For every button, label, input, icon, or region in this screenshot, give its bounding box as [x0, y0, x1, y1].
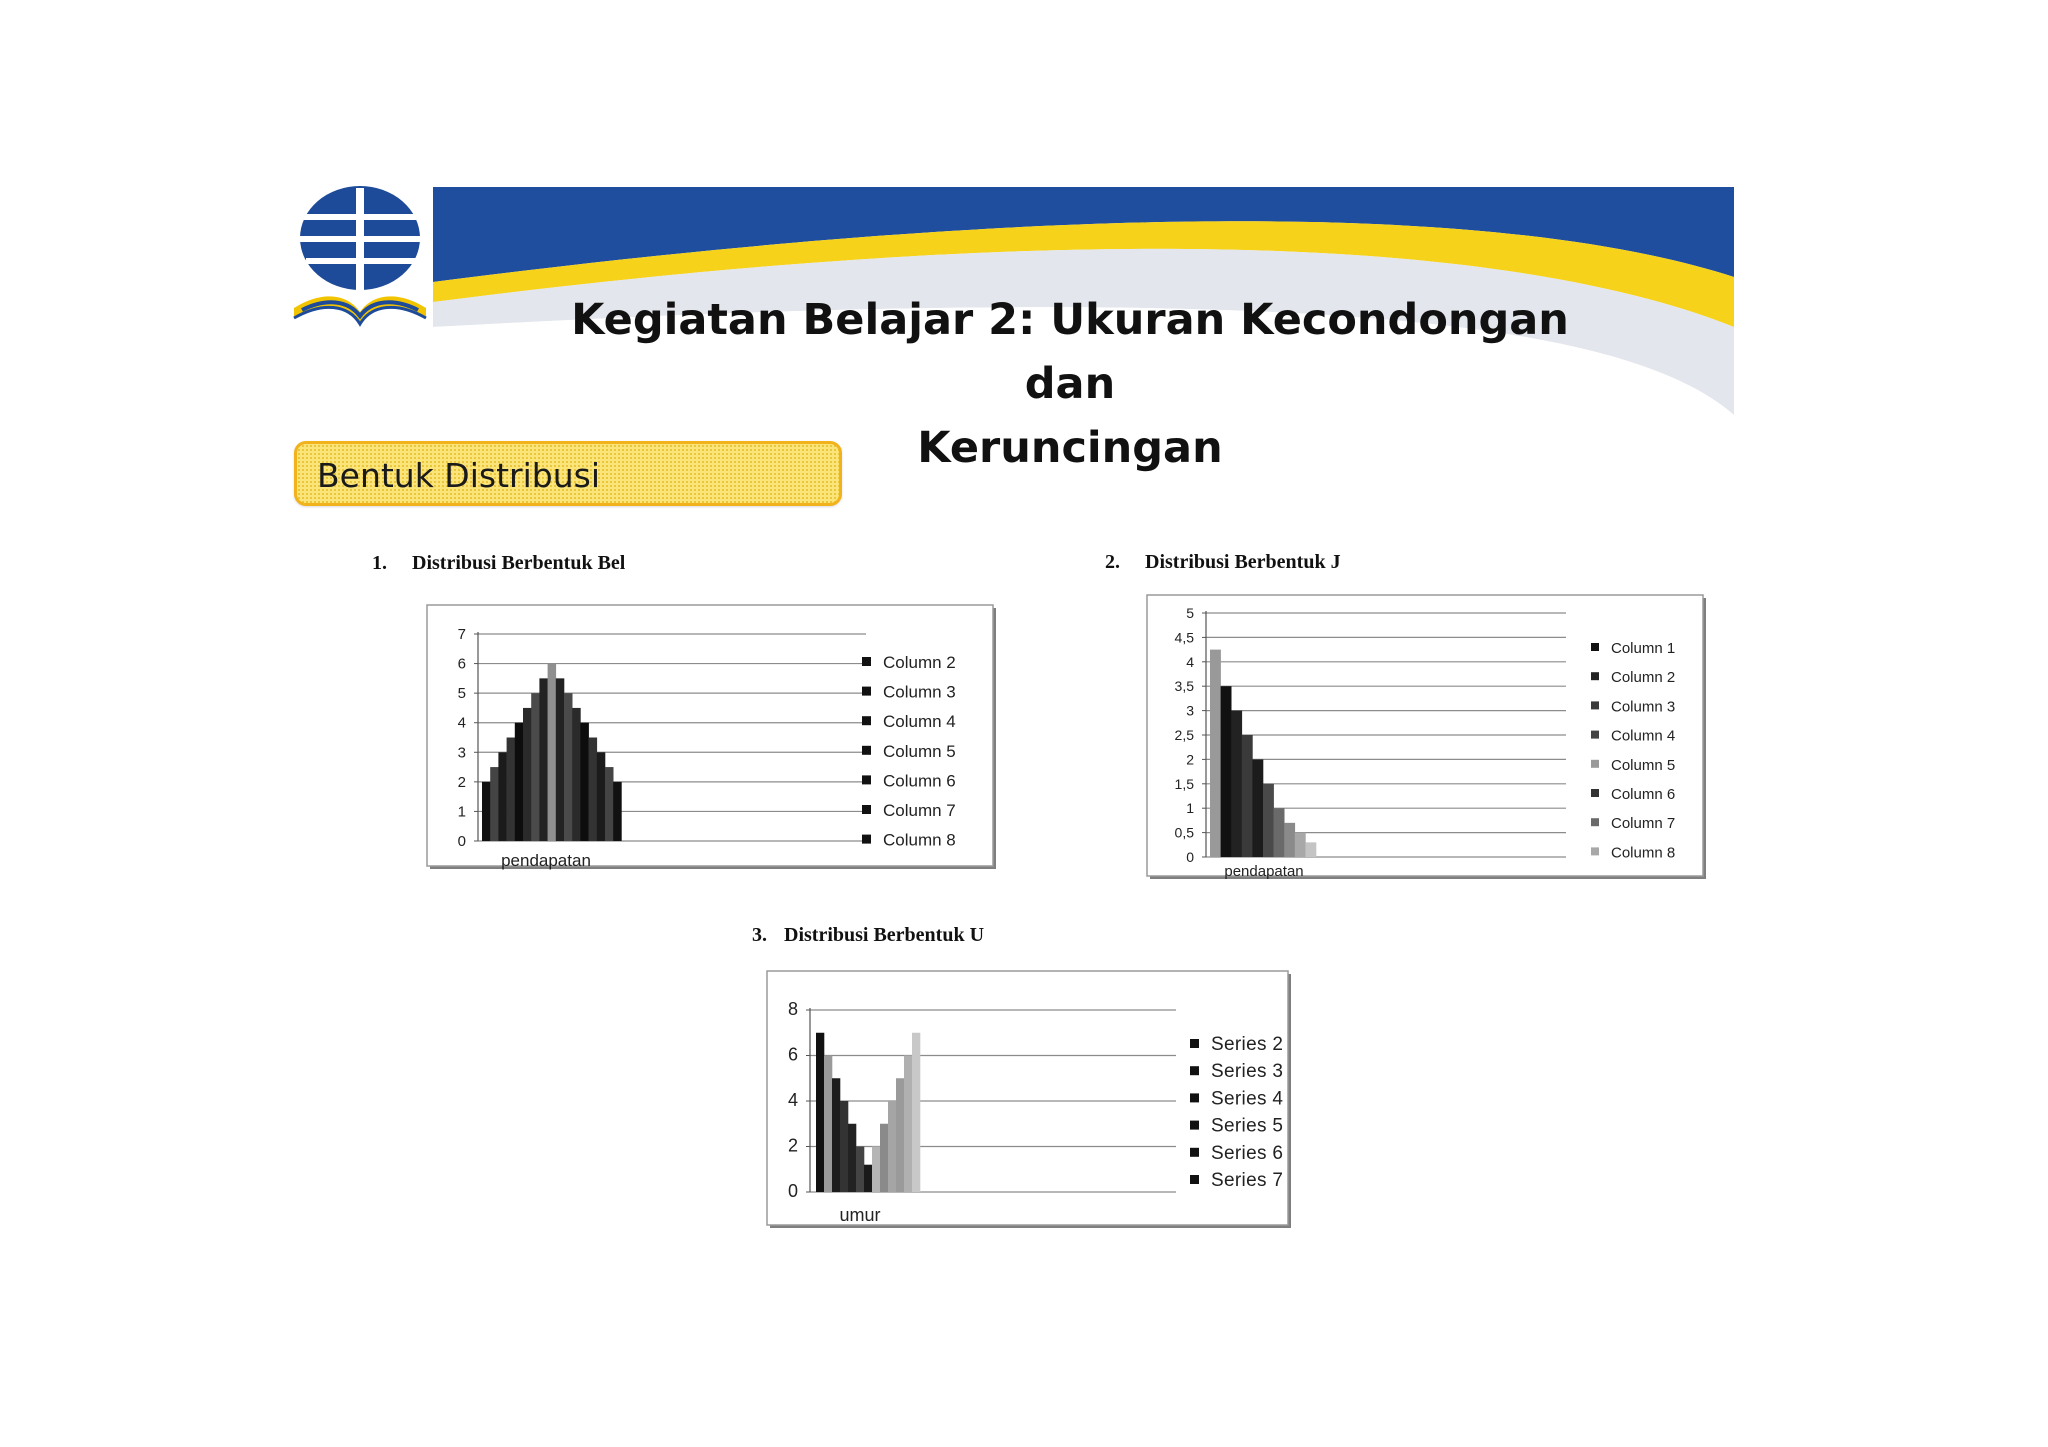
y-tick-label: 4: [457, 714, 466, 732]
y-tick-label: 0: [1186, 849, 1194, 865]
bar: [864, 1165, 872, 1192]
y-tick-label: 4,5: [1174, 629, 1194, 646]
chart-3-svg: [766, 970, 1296, 1233]
y-tick-label: 1: [457, 803, 466, 821]
x-axis-label: umur: [839, 1205, 881, 1225]
figure-1-number: 1.: [372, 552, 387, 574]
legend-entry: Column 3: [1611, 698, 1676, 716]
legend-entry: Column 5: [883, 741, 956, 761]
legend-swatch: [862, 835, 871, 844]
bar: [1284, 823, 1295, 857]
legend-swatch: [1190, 1066, 1199, 1075]
j-distribution-chart: [1146, 594, 1711, 884]
figure-3-number: 3.: [752, 924, 767, 946]
legend-swatch: [862, 716, 871, 725]
legend-entry: Column 3: [883, 682, 956, 702]
chart-1-svg: [426, 604, 1001, 874]
bar: [904, 1056, 912, 1193]
bar: [856, 1147, 864, 1193]
legend-swatch: [1591, 643, 1599, 651]
y-tick-label: 3: [457, 744, 466, 762]
legend-entry: Column 7: [1611, 815, 1676, 833]
bar: [498, 752, 507, 841]
bar: [824, 1056, 832, 1193]
legend-swatch: [862, 775, 871, 784]
bar: [1274, 808, 1285, 857]
logo-emblem-icon: [292, 186, 430, 330]
figure-2-number: 2.: [1105, 551, 1120, 573]
legend-swatch: [862, 746, 871, 755]
bar: [490, 767, 499, 841]
bar: [564, 693, 573, 841]
figure-1-title: Distribusi Berbentuk Bel: [412, 552, 626, 574]
bar: [840, 1101, 848, 1192]
bar: [580, 723, 589, 841]
bar: [1210, 650, 1221, 857]
legend-swatch: [1591, 789, 1599, 797]
bar: [589, 738, 598, 842]
legend-swatch: [1591, 701, 1599, 709]
legend-entry: Column 8: [883, 830, 956, 850]
figure-2-heading: [1105, 551, 1341, 574]
bar: [816, 1033, 824, 1192]
bar: [539, 678, 548, 841]
x-axis-label: pendapatan: [1224, 863, 1304, 880]
legend-swatch: [1591, 818, 1599, 826]
y-tick-label: 6: [787, 1044, 798, 1065]
legend-entry: Column 4: [1611, 727, 1676, 745]
legend-entry: Series 4: [1211, 1088, 1283, 1110]
legend-swatch: [1190, 1121, 1199, 1130]
y-tick-label: 8: [787, 999, 798, 1019]
u-distribution-chart: [766, 970, 1296, 1233]
y-tick-label: 5: [457, 685, 466, 703]
legend-swatch: [1190, 1093, 1199, 1102]
legend-swatch: [1190, 1148, 1199, 1157]
bar: [548, 664, 557, 841]
institution-logo: [292, 186, 430, 330]
bar: [572, 708, 581, 841]
figure-1-heading: [372, 552, 625, 575]
bar: [832, 1078, 840, 1192]
bar: [872, 1147, 880, 1193]
bar: [1295, 833, 1306, 857]
bar: [482, 782, 491, 841]
bar: [613, 782, 622, 841]
legend-swatch: [1591, 847, 1599, 855]
bar: [597, 752, 606, 841]
chart-2-svg: [1146, 594, 1711, 884]
bar: [605, 767, 614, 841]
legend-swatch: [1190, 1175, 1199, 1184]
y-tick-label: 0: [787, 1181, 798, 1201]
legend-swatch: [1591, 760, 1599, 768]
legend-swatch: [862, 805, 871, 814]
y-tick-label: 1: [1186, 800, 1194, 817]
bar: [523, 708, 532, 841]
legend-swatch: [1591, 731, 1599, 739]
bar: [888, 1101, 896, 1192]
y-tick-label: 2,5: [1174, 727, 1194, 743]
legend-entry: Column 2: [883, 653, 956, 672]
y-tick-label: 2: [787, 1135, 798, 1156]
bar: [896, 1078, 904, 1192]
y-tick-label: 4: [1186, 653, 1194, 670]
bar: [515, 723, 524, 841]
bar: [556, 678, 565, 841]
legend-entry: Column 5: [1611, 756, 1676, 774]
y-tick-label: 1,5: [1174, 775, 1194, 792]
bar: [531, 693, 540, 841]
y-tick-label: 3: [1186, 702, 1194, 719]
legend-entry: Column 6: [883, 771, 956, 791]
x-axis-label: pendapatan: [501, 851, 591, 870]
legend-swatch: [1591, 672, 1599, 680]
section-label-box: [294, 441, 842, 506]
y-tick-label: 2: [1186, 751, 1194, 768]
y-tick-label: 2: [457, 773, 466, 791]
legend-entry: Column 4: [883, 712, 956, 732]
y-tick-label: 7: [457, 626, 466, 643]
legend-entry: Column 6: [1611, 786, 1676, 803]
y-tick-label: 5: [1186, 605, 1194, 621]
legend-entry: Column 1: [1611, 640, 1676, 657]
bar: [1231, 711, 1242, 857]
y-tick-label: 0,5: [1174, 824, 1194, 841]
legend-entry: Column 7: [883, 801, 956, 820]
legend-entry: Column 8: [1611, 844, 1676, 862]
section-label: Bentuk Distribusi: [317, 456, 600, 495]
legend-entry: Series 6: [1211, 1142, 1283, 1164]
figure-3-title: Distribusi Berbentuk U: [784, 924, 985, 946]
legend-entry: Series 3: [1211, 1061, 1283, 1083]
legend-entry: Series 7: [1211, 1170, 1283, 1191]
bar: [507, 738, 515, 842]
bar: [880, 1124, 888, 1192]
figure-2-title: Distribusi Berbentuk J: [1145, 551, 1341, 573]
figure-3-heading: [752, 924, 984, 947]
legend-swatch: [862, 687, 871, 696]
bar: [1221, 686, 1232, 857]
legend-swatch: [862, 657, 871, 666]
y-tick-label: 4: [787, 1090, 798, 1110]
y-tick-label: 0: [457, 833, 466, 850]
y-tick-label: 3,5: [1174, 678, 1194, 695]
legend-entry: Column 2: [1611, 669, 1676, 687]
slide-title-line-2: Keruncingan: [917, 423, 1223, 473]
legend-entry: Series 2: [1211, 1034, 1283, 1055]
bar: [912, 1033, 920, 1192]
bell-distribution-chart: [426, 604, 1001, 874]
y-tick-label: 6: [457, 655, 466, 673]
bar: [1263, 784, 1274, 857]
bar: [848, 1124, 856, 1192]
legend-entry: Series 5: [1211, 1115, 1283, 1137]
slide-title-line-1: Kegiatan Belajar 2: Ukuran Kecondongan dan: [571, 295, 1569, 409]
legend-swatch: [1190, 1039, 1199, 1048]
bar: [1305, 842, 1316, 857]
bar: [1242, 735, 1253, 857]
bar: [1252, 759, 1263, 857]
